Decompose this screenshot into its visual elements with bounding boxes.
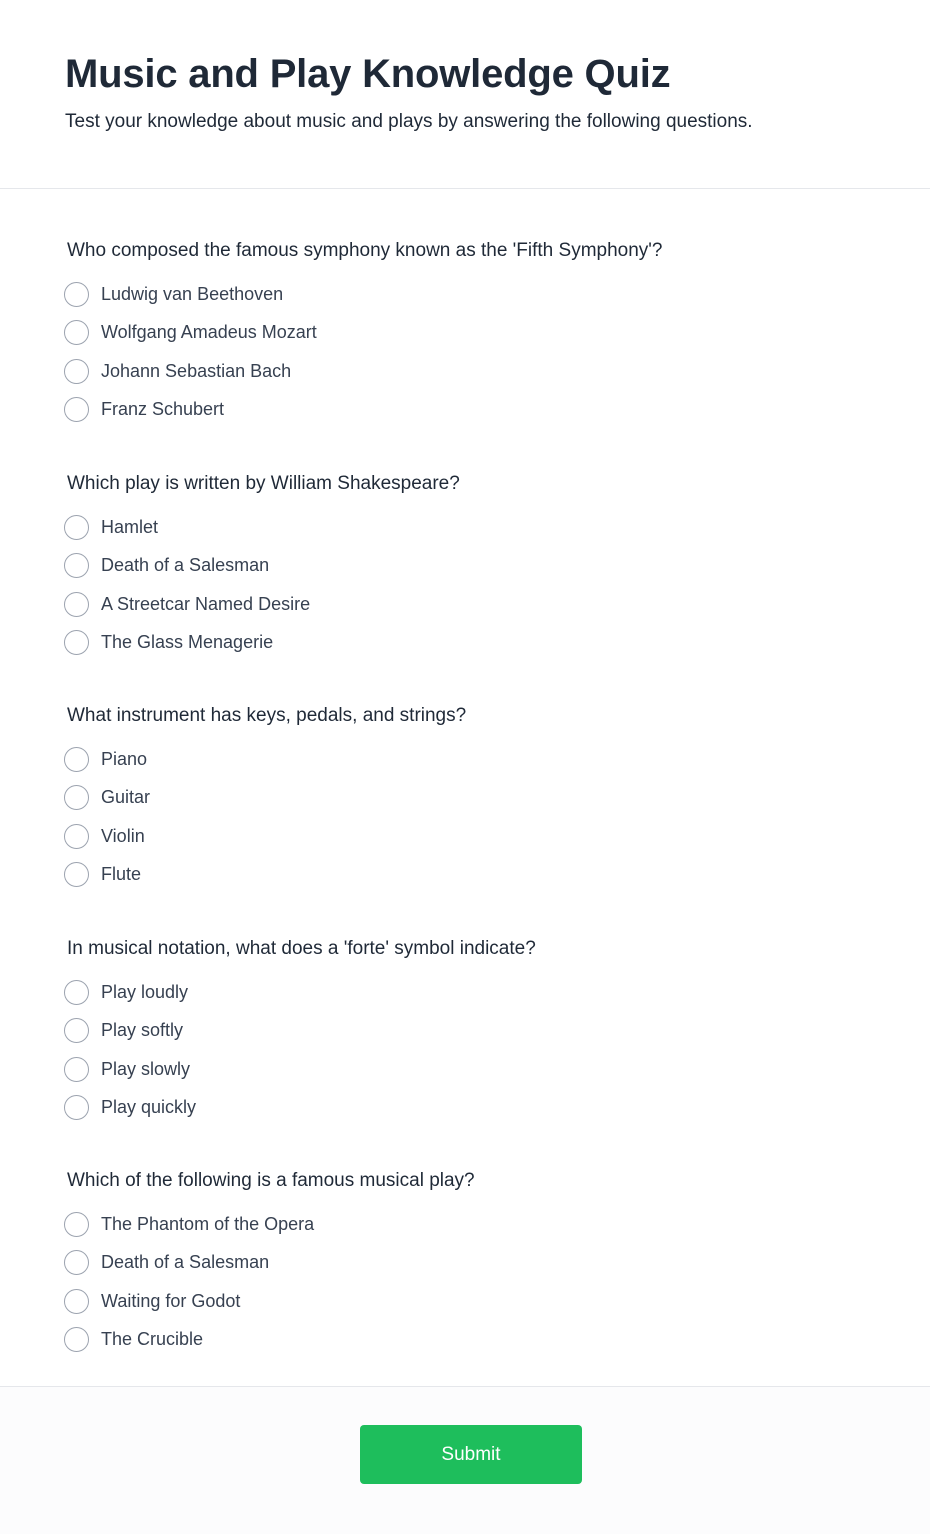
option-label: Ludwig van Beethoven: [101, 283, 284, 304]
radio-button[interactable]: [64, 785, 89, 810]
option-label: Death of a Salesman: [101, 1251, 270, 1272]
option-label: Violin: [101, 825, 145, 846]
radio-button[interactable]: [64, 747, 89, 772]
option-label: Waiting for Godot: [101, 1290, 241, 1311]
option-2-4[interactable]: [64, 629, 664, 655]
page-subtitle: Test your knowledge about music and plays by answering the following questions.: [65, 111, 753, 132]
option-3-3[interactable]: [64, 823, 664, 849]
radio-button[interactable]: [64, 592, 89, 617]
submit-button[interactable]: Submit: [360, 1425, 582, 1484]
radio-button[interactable]: [64, 320, 89, 345]
option-4-4[interactable]: [64, 1094, 664, 1120]
option-label: Wolfgang Amadeus Mozart: [101, 321, 317, 342]
radio-button[interactable]: [64, 359, 89, 384]
option-label: The Crucible: [101, 1328, 204, 1349]
radio-button[interactable]: [64, 1018, 89, 1043]
option-label: Johann Sebastian Bach: [101, 360, 292, 381]
option-3-2[interactable]: [64, 784, 664, 810]
question-text: What instrument has keys, pedals, and strings?: [67, 705, 467, 726]
option-label: The Glass Menagerie: [101, 631, 274, 652]
option-label: Franz Schubert: [101, 398, 225, 419]
radio-button[interactable]: [64, 824, 89, 849]
option-3-1[interactable]: [64, 746, 664, 772]
radio-button[interactable]: [64, 1250, 89, 1275]
option-1-1[interactable]: [64, 281, 664, 307]
option-4-2[interactable]: [64, 1017, 664, 1043]
question-text: Which of the following is a famous musical play?: [67, 1170, 475, 1191]
option-4-1[interactable]: [64, 979, 664, 1005]
quiz-header: [0, 0, 930, 189]
quiz-footer: [0, 1386, 930, 1534]
option-5-1[interactable]: [64, 1211, 664, 1237]
radio-button[interactable]: [64, 282, 89, 307]
option-label: Guitar: [101, 786, 151, 807]
option-5-3[interactable]: [64, 1288, 664, 1314]
radio-button[interactable]: [64, 397, 89, 422]
question-text: In musical notation, what does a 'forte' symbol indicate?: [67, 938, 536, 959]
option-2-2[interactable]: [64, 552, 664, 578]
radio-button[interactable]: [64, 1095, 89, 1120]
option-5-4[interactable]: [64, 1326, 664, 1352]
radio-button[interactable]: [64, 1289, 89, 1314]
radio-button[interactable]: [64, 1212, 89, 1237]
radio-button[interactable]: [64, 1057, 89, 1082]
option-1-3[interactable]: [64, 358, 664, 384]
option-label: Play slowly: [101, 1058, 191, 1079]
option-label: Play loudly: [101, 981, 189, 1002]
option-1-2[interactable]: [64, 319, 664, 345]
question-text: Who composed the famous symphony known as the 'Fifth Symphony'?: [67, 240, 663, 261]
option-label: Flute: [101, 863, 142, 884]
question-text: Which play is written by William Shakespeare?: [67, 473, 460, 494]
radio-button[interactable]: [64, 862, 89, 887]
option-label: Death of a Salesman: [101, 554, 270, 575]
page-title: Music and Play Knowledge Quiz: [65, 52, 671, 96]
option-5-2[interactable]: [64, 1249, 664, 1275]
radio-button[interactable]: [64, 553, 89, 578]
option-label: Play quickly: [101, 1096, 197, 1117]
option-1-4[interactable]: [64, 396, 664, 422]
option-label: The Phantom of the Opera: [101, 1213, 315, 1234]
radio-button[interactable]: [64, 1327, 89, 1352]
radio-button[interactable]: [64, 980, 89, 1005]
option-3-4[interactable]: [64, 861, 664, 887]
option-label: Play softly: [101, 1019, 184, 1040]
option-4-3[interactable]: [64, 1056, 664, 1082]
option-label: A Streetcar Named Desire: [101, 593, 311, 614]
option-2-1[interactable]: [64, 514, 664, 540]
radio-button[interactable]: [64, 515, 89, 540]
radio-button[interactable]: [64, 630, 89, 655]
option-2-3[interactable]: [64, 591, 664, 617]
option-label: Piano: [101, 748, 148, 769]
option-label: Hamlet: [101, 516, 159, 537]
